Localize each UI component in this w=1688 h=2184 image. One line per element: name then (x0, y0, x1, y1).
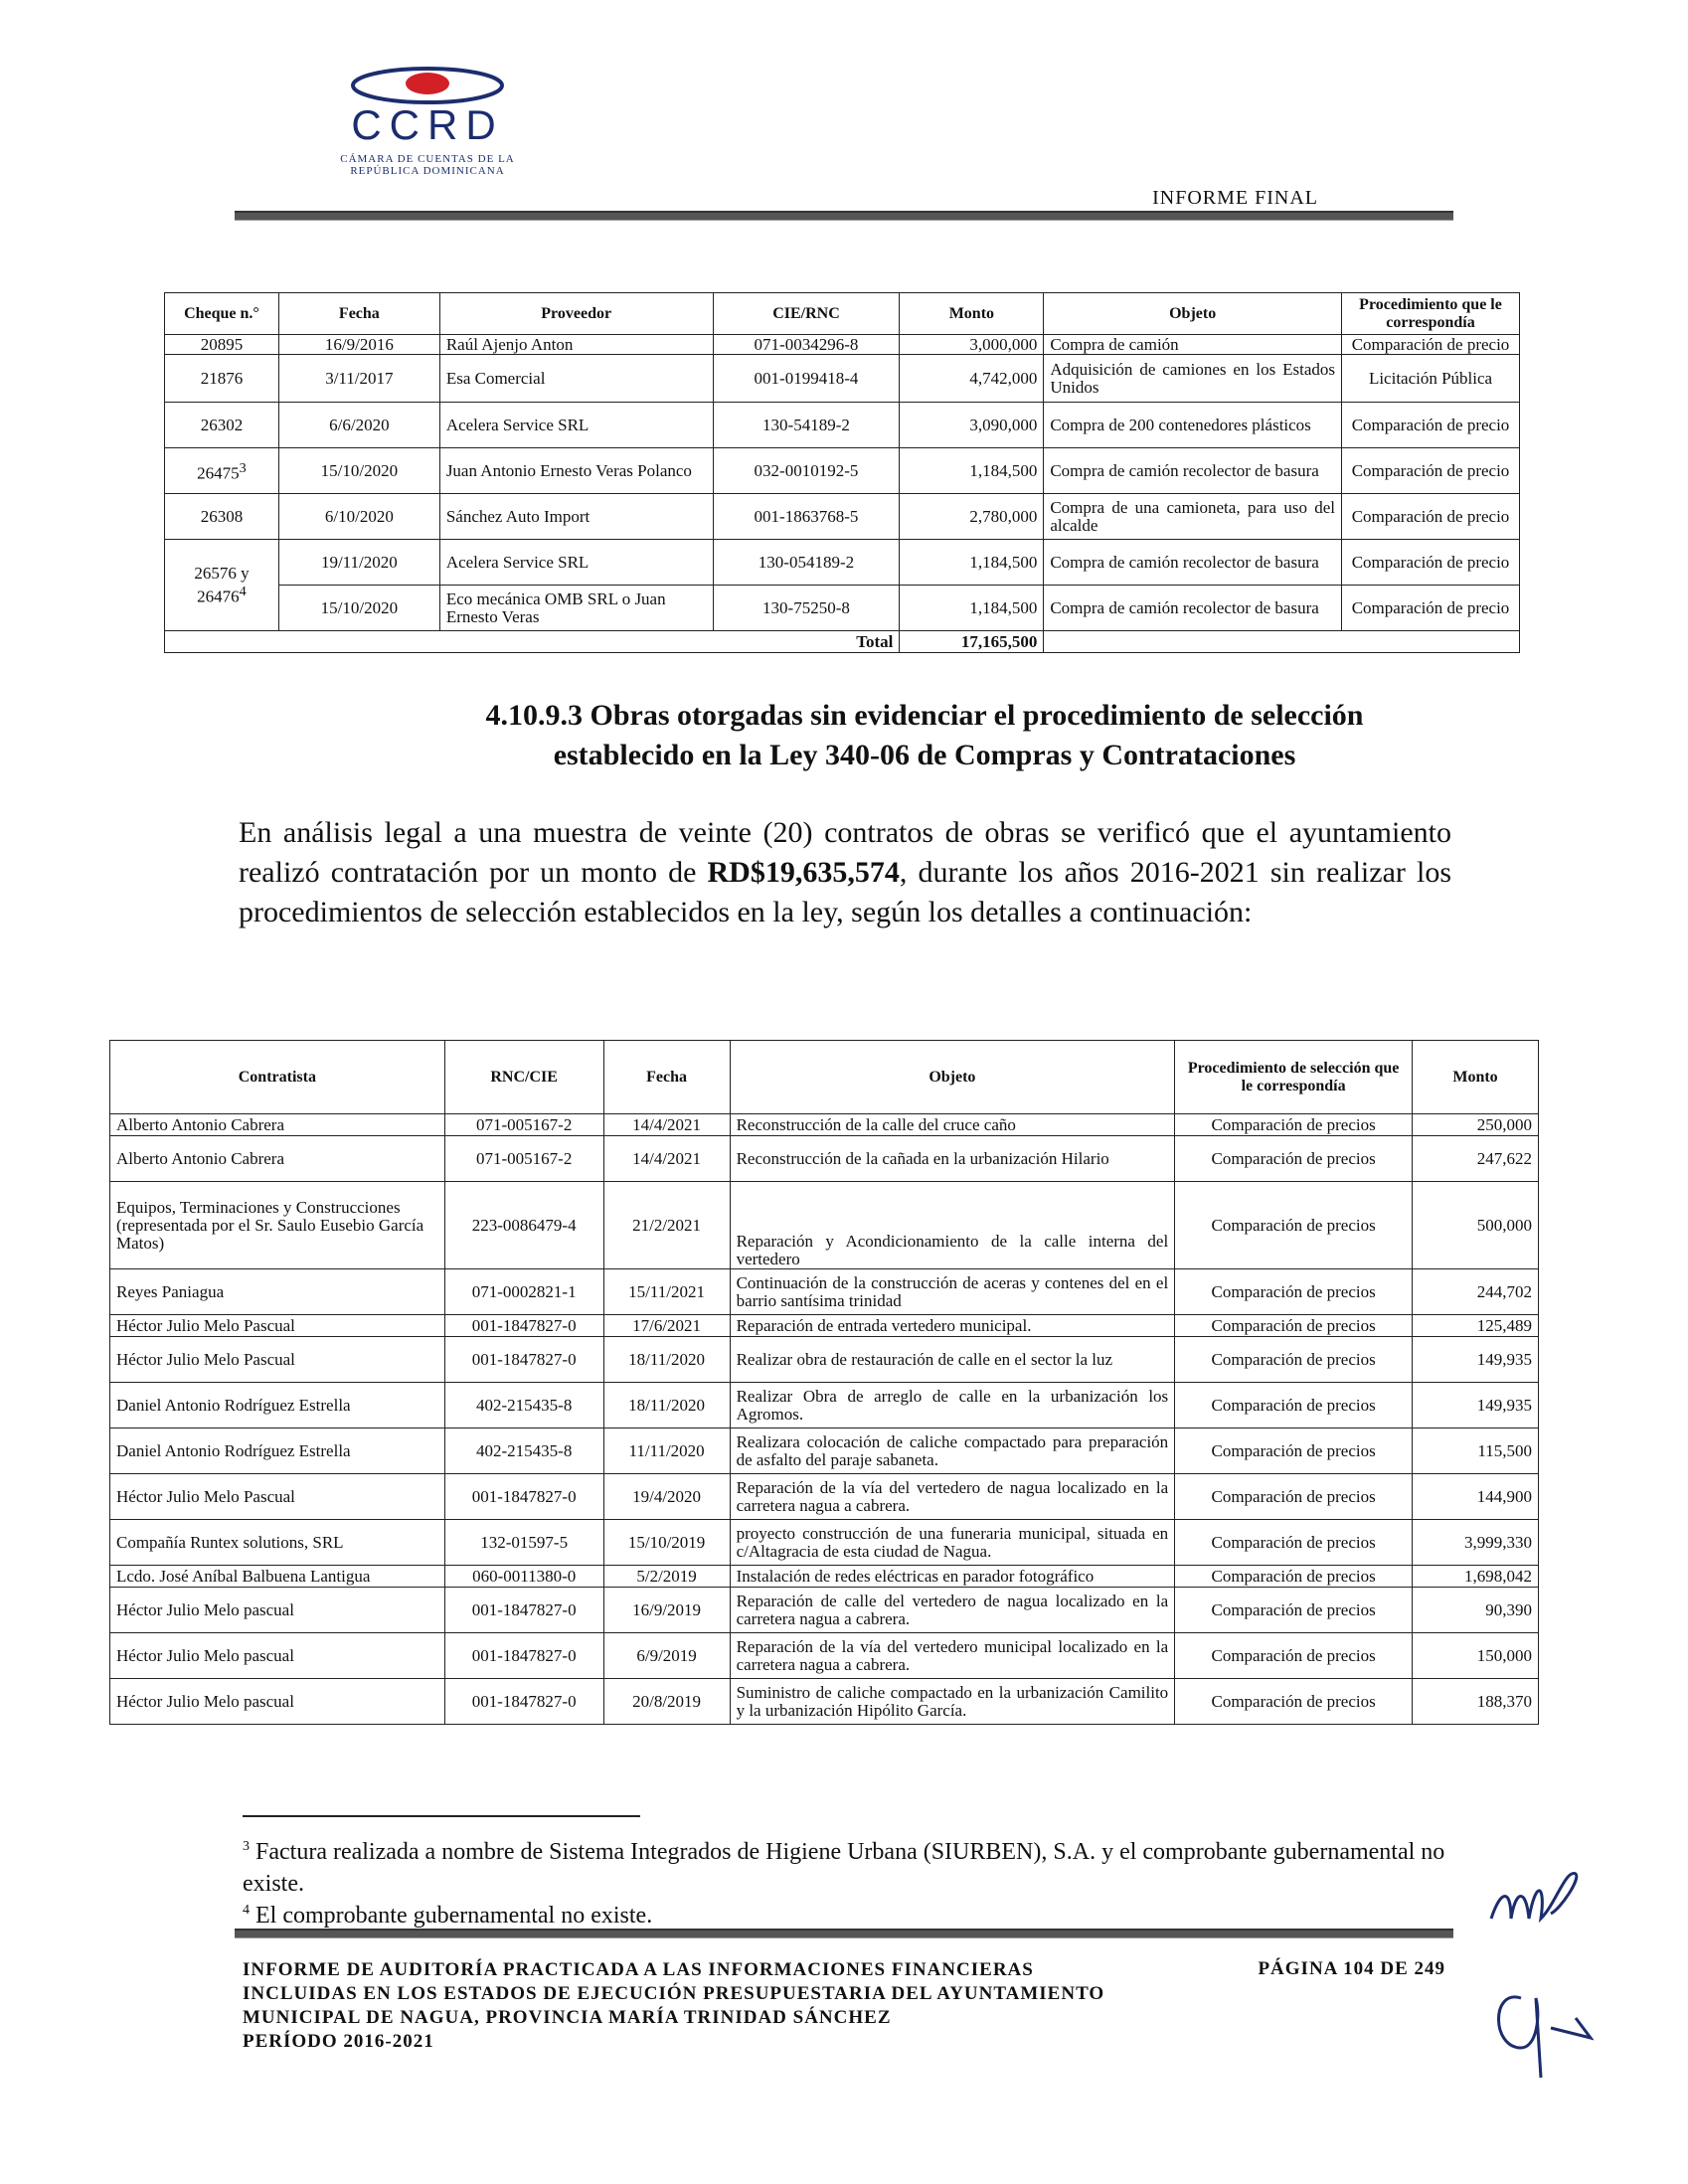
cell-fecha: 19/4/2020 (603, 1474, 730, 1520)
cell-monto: 150,000 (1413, 1633, 1539, 1679)
cell-fecha: 16/9/2016 (278, 335, 439, 355)
cell-procedimiento: Comparación de precio (1342, 335, 1520, 355)
cell-procedimiento: Comparación de precios (1175, 1588, 1413, 1633)
section-heading (398, 696, 1451, 775)
cheques-table (164, 292, 1520, 653)
cell-objeto: Reparación de entrada vertedero municipal. (730, 1315, 1175, 1337)
header-procedimiento: Procedimiento que le correspondía (1342, 293, 1520, 335)
section-heading-line1: 4.10.9.3 Obras otorgadas sin evidenciar el procedimiento de selección (485, 699, 1364, 732)
header-proveedor: Proveedor (439, 293, 713, 335)
table-row (110, 1337, 1539, 1383)
table-row (110, 1633, 1539, 1679)
header-divider (235, 211, 1453, 221)
obras-table (109, 1040, 1539, 1725)
table-row (165, 586, 1520, 631)
cell-procedimiento: Comparación de precio (1342, 448, 1520, 494)
cell-contratista: Héctor Julio Melo Pascual (110, 1474, 445, 1520)
cell-proveedor: Esa Comercial (439, 355, 713, 403)
intro-paragraph: En análisis legal a una muestra de veinte (20) contratos de obras se verificó que el ayuntamiento realizó contratación por un monto de RD$19,635,574, durante los años 2016-2021 sin realizar los procedimientos de selección establecidos en la ley, según los detalles a continuación: (239, 816, 1451, 928)
cell-objeto: Reparación de la vía del vertedero de nagua localizado en la carretera nagua a cabrera. (730, 1474, 1175, 1520)
cell-fecha: 14/4/2021 (603, 1114, 730, 1136)
report-label: INFORME FINAL (1152, 187, 1318, 209)
cell-objeto: Continuación de la construcción de aceras y contenes del en el barrio santísima trinidad (730, 1269, 1175, 1315)
cell-objeto: Realizar Obra de arreglo de calle en la urbanización los Agromos. (730, 1383, 1175, 1428)
footnote-3: $^3$ Factura realizada a nombre de Sistema Integrados de Higiene Urbana (SIURBEN), S.A. y el comprobante gubernamental no existe. (243, 1839, 1445, 1897)
cell-objeto: Compra de camión recolector de basura (1044, 448, 1342, 494)
cell-fecha: 15/10/2020 (278, 448, 439, 494)
cell-fecha: 5/2/2019 (603, 1566, 730, 1588)
cell-cie: 001-0199418-4 (713, 355, 900, 403)
table-row (165, 335, 1520, 355)
cell-fecha: 15/10/2020 (278, 586, 439, 631)
total-row (165, 631, 1520, 653)
cell-monto: 250,000 (1413, 1114, 1539, 1136)
cell-fecha: 18/11/2020 (603, 1383, 730, 1428)
cell-cie: 071-0034296-8 (713, 335, 900, 355)
header-objeto: Objeto (730, 1041, 1175, 1114)
cell-monto: 149,935 (1413, 1337, 1539, 1383)
cell-procedimiento: Comparación de precio (1342, 403, 1520, 448)
cell-monto: 3,000,000 (900, 335, 1044, 355)
cell-procedimiento: Comparación de precios (1175, 1633, 1413, 1679)
table-row (110, 1114, 1539, 1136)
cell-contratista: Héctor Julio Melo pascual (110, 1588, 445, 1633)
cell-rnc: 001-1847827-0 (444, 1588, 603, 1633)
cell-procedimiento: Licitación Pública (1342, 355, 1520, 403)
cell-objeto: proyecto construcción de una funeraria municipal, situada en c/Altagracia de esta ciudad de Nagua. (730, 1520, 1175, 1566)
cell-procedimiento: Comparación de precio (1342, 494, 1520, 540)
logo-subtitle: CÁMARA DE CUENTAS DE LA REPÚBLICA DOMINICANA (340, 153, 515, 177)
cell-rnc: 223-0086479-4 (444, 1182, 603, 1269)
cell-cie: 001-1863768-5 (713, 494, 900, 540)
cell-monto: 244,702 (1413, 1269, 1539, 1315)
table-row (165, 494, 1520, 540)
handwritten-initials-signature (1481, 1849, 1630, 2088)
cell-fecha: 3/11/2017 (278, 355, 439, 403)
table-row (110, 1383, 1539, 1428)
cell-procedimiento: Comparación de precio (1342, 540, 1520, 586)
cell-contratista: Reyes Paniagua (110, 1269, 445, 1315)
cell-rnc: 001-1847827-0 (444, 1337, 603, 1383)
cell-objeto: Reconstrucción de la cañada en la urbanización Hilario (730, 1136, 1175, 1182)
cell-monto: 1,184,500 (900, 586, 1044, 631)
ccrd-logo (313, 62, 542, 177)
total-value: 17,165,500 (900, 631, 1044, 653)
header-fecha: Fecha (278, 293, 439, 335)
cell-objeto: Realizar obra de restauración de calle en el sector la luz (730, 1337, 1175, 1383)
header-monto: Monto (1413, 1041, 1539, 1114)
cell-cheque: 26475$^3$ (165, 448, 279, 494)
cell-procedimiento: Comparación de precio (1342, 586, 1520, 631)
cell-rnc: 001-1847827-0 (444, 1679, 603, 1725)
cell-objeto: Compra de camión recolector de basura (1044, 586, 1342, 631)
cell-objeto: Compra de 200 contenedores plásticos (1044, 403, 1342, 448)
cell-cie: 130-54189-2 (713, 403, 900, 448)
section-heading-line2: establecido en la Ley 340-06 de Compras y Contrataciones (553, 739, 1296, 771)
cell-proveedor: Juan Antonio Ernesto Veras Polanco (439, 448, 713, 494)
cell-contratista: Equipos, Terminaciones y Construcciones (representada por el Sr. Saulo Eusebio García Matos) (110, 1182, 445, 1269)
cell-objeto: Suministro de caliche compactado en la urbanización Camilito y la urbanización Hipólito García. (730, 1679, 1175, 1725)
cell-monto: 3,090,000 (900, 403, 1044, 448)
cell-monto: 188,370 (1413, 1679, 1539, 1725)
cell-fecha: 19/11/2020 (278, 540, 439, 586)
header-rnc: RNC/CIE (444, 1041, 603, 1114)
logo-acronym: CCRD (351, 101, 504, 148)
table-row (110, 1136, 1539, 1182)
cell-monto: 144,900 (1413, 1474, 1539, 1520)
table-row (110, 1588, 1539, 1633)
cell-proveedor: Acelera Service SRL (439, 540, 713, 586)
cell-objeto: Instalación de redes eléctricas en parador fotográfico (730, 1566, 1175, 1588)
cell-contratista: Héctor Julio Melo Pascual (110, 1315, 445, 1337)
cell-monto: 3,999,330 (1413, 1520, 1539, 1566)
cell-cheque: 21876 (165, 355, 279, 403)
cell-objeto: Compra de camión (1044, 335, 1342, 355)
cell-procedimiento: Comparación de precios (1175, 1114, 1413, 1136)
cell-contratista: Héctor Julio Melo Pascual (110, 1337, 445, 1383)
cell-fecha: 11/11/2020 (603, 1428, 730, 1474)
cell-objeto: Reconstrucción de la calle del cruce caño (730, 1114, 1175, 1136)
table-row (110, 1315, 1539, 1337)
cell-procedimiento: Comparación de precios (1175, 1182, 1413, 1269)
total-empty-cell (1044, 631, 1520, 653)
cell-cie: 032-0010192-5 (713, 448, 900, 494)
table-row (110, 1182, 1539, 1269)
table-row (110, 1474, 1539, 1520)
cell-fecha: 20/8/2019 (603, 1679, 730, 1725)
cell-rnc: 001-1847827-0 (444, 1633, 603, 1679)
cell-rnc: 060-0011380-0 (444, 1566, 603, 1588)
cell-monto: 1,184,500 (900, 448, 1044, 494)
cell-fecha: 6/6/2020 (278, 403, 439, 448)
cell-cie: 130-75250-8 (713, 586, 900, 631)
cell-contratista: Alberto Antonio Cabrera (110, 1136, 445, 1182)
contract-amount: RD$19,635,574 (707, 856, 900, 889)
cell-rnc: 132-01597-5 (444, 1520, 603, 1566)
header-contratista: Contratista (110, 1041, 445, 1114)
cell-procedimiento: Comparación de precios (1175, 1315, 1413, 1337)
cell-fecha: 14/4/2021 (603, 1136, 730, 1182)
cell-objeto: Compra de camión recolector de basura (1044, 540, 1342, 586)
table-row (110, 1269, 1539, 1315)
table-row (165, 403, 1520, 448)
cell-fecha: 15/11/2021 (603, 1269, 730, 1315)
cell-monto: 1,698,042 (1413, 1566, 1539, 1588)
cell-procedimiento: Comparación de precios (1175, 1474, 1413, 1520)
cell-fecha: 21/2/2021 (603, 1182, 730, 1269)
cell-proveedor: Raúl Ajenjo Anton (439, 335, 713, 355)
header-monto: Monto (900, 293, 1044, 335)
cell-contratista: Lcdo. José Aníbal Balbuena Lantigua (110, 1566, 445, 1588)
cell-contratista: Héctor Julio Melo pascual (110, 1679, 445, 1725)
cell-fecha: 16/9/2019 (603, 1588, 730, 1633)
cell-rnc: 001-1847827-0 (444, 1315, 603, 1337)
cell-monto: 90,390 (1413, 1588, 1539, 1633)
table-row (110, 1679, 1539, 1725)
cell-rnc: 071-0002821-1 (444, 1269, 603, 1315)
table-row (165, 540, 1520, 586)
cell-rnc: 071-005167-2 (444, 1136, 603, 1182)
footnote-4: $^4$ El comprobante gubernamental no existe. (243, 1903, 653, 1929)
footnote-ref: 3 (239, 459, 247, 476)
cell-monto: 149,935 (1413, 1383, 1539, 1428)
cell-monto: 4,742,000 (900, 355, 1044, 403)
cell-proveedor: Eco mecánica OMB SRL o Juan Ernesto Veras (439, 586, 713, 631)
header-cie: CIE/RNC (713, 293, 900, 335)
header-objeto: Objeto (1044, 293, 1342, 335)
cell-objeto: Realizara colocación de caliche compactado para preparación de asfalto del paraje sabaneta. (730, 1428, 1175, 1474)
cell-contratista: Compañía Runtex solutions, SRL (110, 1520, 445, 1566)
cell-rnc: 402-215435-8 (444, 1428, 603, 1474)
cell-fecha: 18/11/2020 (603, 1337, 730, 1383)
cell-objeto: Adquisición de camiones en los Estados Unidos (1044, 355, 1342, 403)
cell-cheque: 26308 (165, 494, 279, 540)
cell-objeto: Reparación y Acondicionamiento de la calle interna del vertedero (730, 1182, 1175, 1269)
table-row (110, 1566, 1539, 1588)
cell-cheque: 20895 (165, 335, 279, 355)
cell-monto: 2,780,000 (900, 494, 1044, 540)
cell-objeto: Compra de una camioneta, para uso del alcalde (1044, 494, 1342, 540)
cell-contratista: Alberto Antonio Cabrera (110, 1114, 445, 1136)
footer-divider (235, 1929, 1453, 1938)
cell-procedimiento: Comparación de precios (1175, 1136, 1413, 1182)
cell-rnc: 071-005167-2 (444, 1114, 603, 1136)
cell-monto: 115,500 (1413, 1428, 1539, 1474)
cell-procedimiento: Comparación de precios (1175, 1337, 1413, 1383)
cell-contratista: Héctor Julio Melo pascual (110, 1633, 445, 1679)
cell-fecha: 17/6/2021 (603, 1315, 730, 1337)
cell-monto: 500,000 (1413, 1182, 1539, 1269)
cell-procedimiento: Comparación de precios (1175, 1566, 1413, 1588)
cell-cie: 130-054189-2 (713, 540, 900, 586)
cell-procedimiento: Comparación de precios (1175, 1679, 1413, 1725)
cell-fecha: 15/10/2019 (603, 1520, 730, 1566)
header-fecha: Fecha (603, 1041, 730, 1114)
cell-cheque: 26302 (165, 403, 279, 448)
cell-objeto: Reparación de la vía del vertedero municipal localizado en la carretera nagua a cabrera. (730, 1633, 1175, 1679)
cell-proveedor: Sánchez Auto Import (439, 494, 713, 540)
footnote-ref: 4 (239, 583, 247, 599)
cell-fecha: 6/10/2020 (278, 494, 439, 540)
table-row (110, 1520, 1539, 1566)
footer-report-title: INFORME DE AUDITORÍA PRACTICADA A LAS INFORMACIONES FINANCIERAS INCLUIDAS EN LOS ESTADOS DE EJECUCIÓN PRESUPUESTARIA DEL AYUNTAMIENTO MUNICIPAL DE NAGUA, PROVINCIA MARÍA TRINIDAD SÁNCHEZ PERÍODO 2016-2021 (243, 1959, 1105, 2052)
table-row (165, 355, 1520, 403)
cell-procedimiento: Comparación de precios (1175, 1520, 1413, 1566)
cell-procedimiento: Comparación de precios (1175, 1428, 1413, 1474)
table-row (165, 448, 1520, 494)
page-number: PÁGINA 104 DE 249 (1258, 1958, 1445, 1979)
header-procedimiento: Procedimiento de selección que le correspondía (1175, 1041, 1413, 1114)
cell-monto: 125,489 (1413, 1315, 1539, 1337)
total-label: Total (165, 631, 900, 653)
table-row (110, 1428, 1539, 1474)
cell-rnc: 402-215435-8 (444, 1383, 603, 1428)
cell-procedimiento: Comparación de precios (1175, 1269, 1413, 1315)
cell-cheque: 26576 y 26476$^4$ (165, 540, 279, 631)
cell-rnc: 001-1847827-0 (444, 1474, 603, 1520)
cell-procedimiento: Comparación de precios (1175, 1383, 1413, 1428)
cell-monto: 1,184,500 (900, 540, 1044, 586)
cell-contratista: Daniel Antonio Rodríguez Estrella (110, 1383, 445, 1428)
cell-proveedor: Acelera Service SRL (439, 403, 713, 448)
cell-monto: 247,622 (1413, 1136, 1539, 1182)
cell-fecha: 6/9/2019 (603, 1633, 730, 1679)
cell-objeto: Reparación de calle del vertedero de nagua localizado en la carretera nagua a cabrera. (730, 1588, 1175, 1633)
footnote-divider (243, 1815, 640, 1817)
cell-contratista: Daniel Antonio Rodríguez Estrella (110, 1428, 445, 1474)
header-cheque: Cheque n.° (165, 293, 279, 335)
